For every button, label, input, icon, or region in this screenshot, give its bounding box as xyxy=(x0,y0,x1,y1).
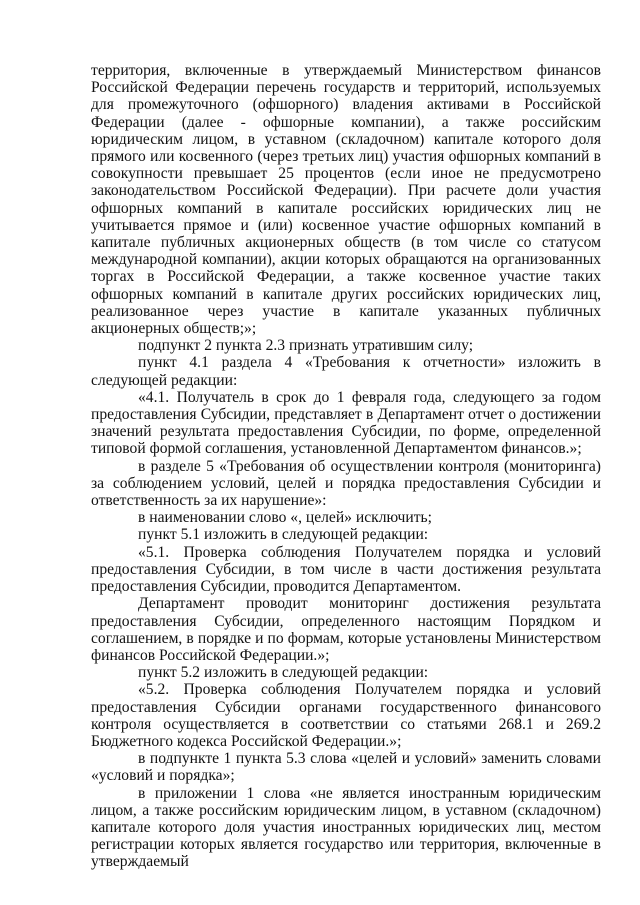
paragraph-item-5-2-text: «5.2. Проверка соблюдения Получателем порядка и условий предоставления Субсидии органами государственного финансового контроля осуществляется в соответствии со статьями 268.1 и 269.2 Бюджетного кодекса Российской Федерации.»; xyxy=(91,681,601,750)
paragraph-appendix-1-change: в приложении 1 слова «не является иностранным юридическим лицом, а также российским юридическим лицом, в уставном (складочном) капитале которого доля участия иностранных юридических лиц, местом регистрации которых является государство или территория, включенные в утверждаемый xyxy=(91,784,601,871)
paragraph-item-5-2-intro: пункт 5.2 изложить в следующей редакции: xyxy=(138,664,429,682)
paragraph-item-4-1-text: «4.1. Получатель в срок до 1 февраля года, следующего за годом предоставления Субсидии, представляет в Департамент отчет о достижении значений результата предоставления Субсидии, по форме, определенной типовой формой соглашения, установленной Департаментом финансов.»; xyxy=(91,388,601,458)
paragraph-monitoring: Департамент проводит мониторинг достижения результата предоставления Субсидии, определенного настоящим Порядком и соглашением, в порядке и по формам, которые установлены Министерством финансов Российской Федерации.»; xyxy=(91,595,601,664)
document-page xyxy=(91,62,601,871)
paragraph-offshore-definition: территория, включенные в утверждаемый Министерством финансов Российской Федерации перечень государств и территорий, используемых для промежуточного (офшорного) владения активами в Российской Федерации (далее - офшорные компании), а также российским юридическим лицом, в уставном (складочном) капитале которого доля прямого или косвенного (через третьих лиц) участия офшорных компаний в совокупности превышает 25 процентов (если иное не предусмотрено законодательством Российской Федерации). При расчете доли участия офшорных компаний в капитале российских юридических лиц не учитывается прямое и (или) косвенное участие офшорных компаний в капитале публичных акционерных обществ (в том числе со статусом международной компании), акции которых обращаются на организованных торгах в Российской Федерации, а также косвенное участие таких офшорных компаний в капитале других российских юридических лиц, реализованное через участие в капитале указанных публичных акционерных обществ;»; xyxy=(91,62,601,338)
paragraph-section-5-intro: в разделе 5 «Требования об осуществлении контроля (мониторинга) за соблюдением условий, целей и порядка предоставления Субсидии и ответственность за их нарушение»: xyxy=(91,457,601,510)
paragraph-item-5-3-change: в подпункте 1 пункта 5.3 слова «целей и условий» заменить словами «условий и порядка»; xyxy=(91,750,601,785)
paragraph-section-5-title-change: в наименовании слово «, целей» исключить; xyxy=(138,509,432,527)
paragraph-item-5-1-intro: пункт 5.1 изложить в следующей редакции: xyxy=(138,526,429,544)
paragraph-item-5-1-text: «5.1. Проверка соблюдения Получателем порядка и условий предоставления Субсидии, в том числе в части достижения результата предоставления Субсидии, проводится Департаментом. xyxy=(91,543,601,596)
paragraph-item-4-1-intro: пункт 4.1 раздела 4 «Требования к отчетности» изложить в следующей редакции: xyxy=(91,354,601,389)
paragraph-subparagraph-2-2-3: подпункт 2 пункта 2.3 признать утратившим силу; xyxy=(138,337,474,355)
